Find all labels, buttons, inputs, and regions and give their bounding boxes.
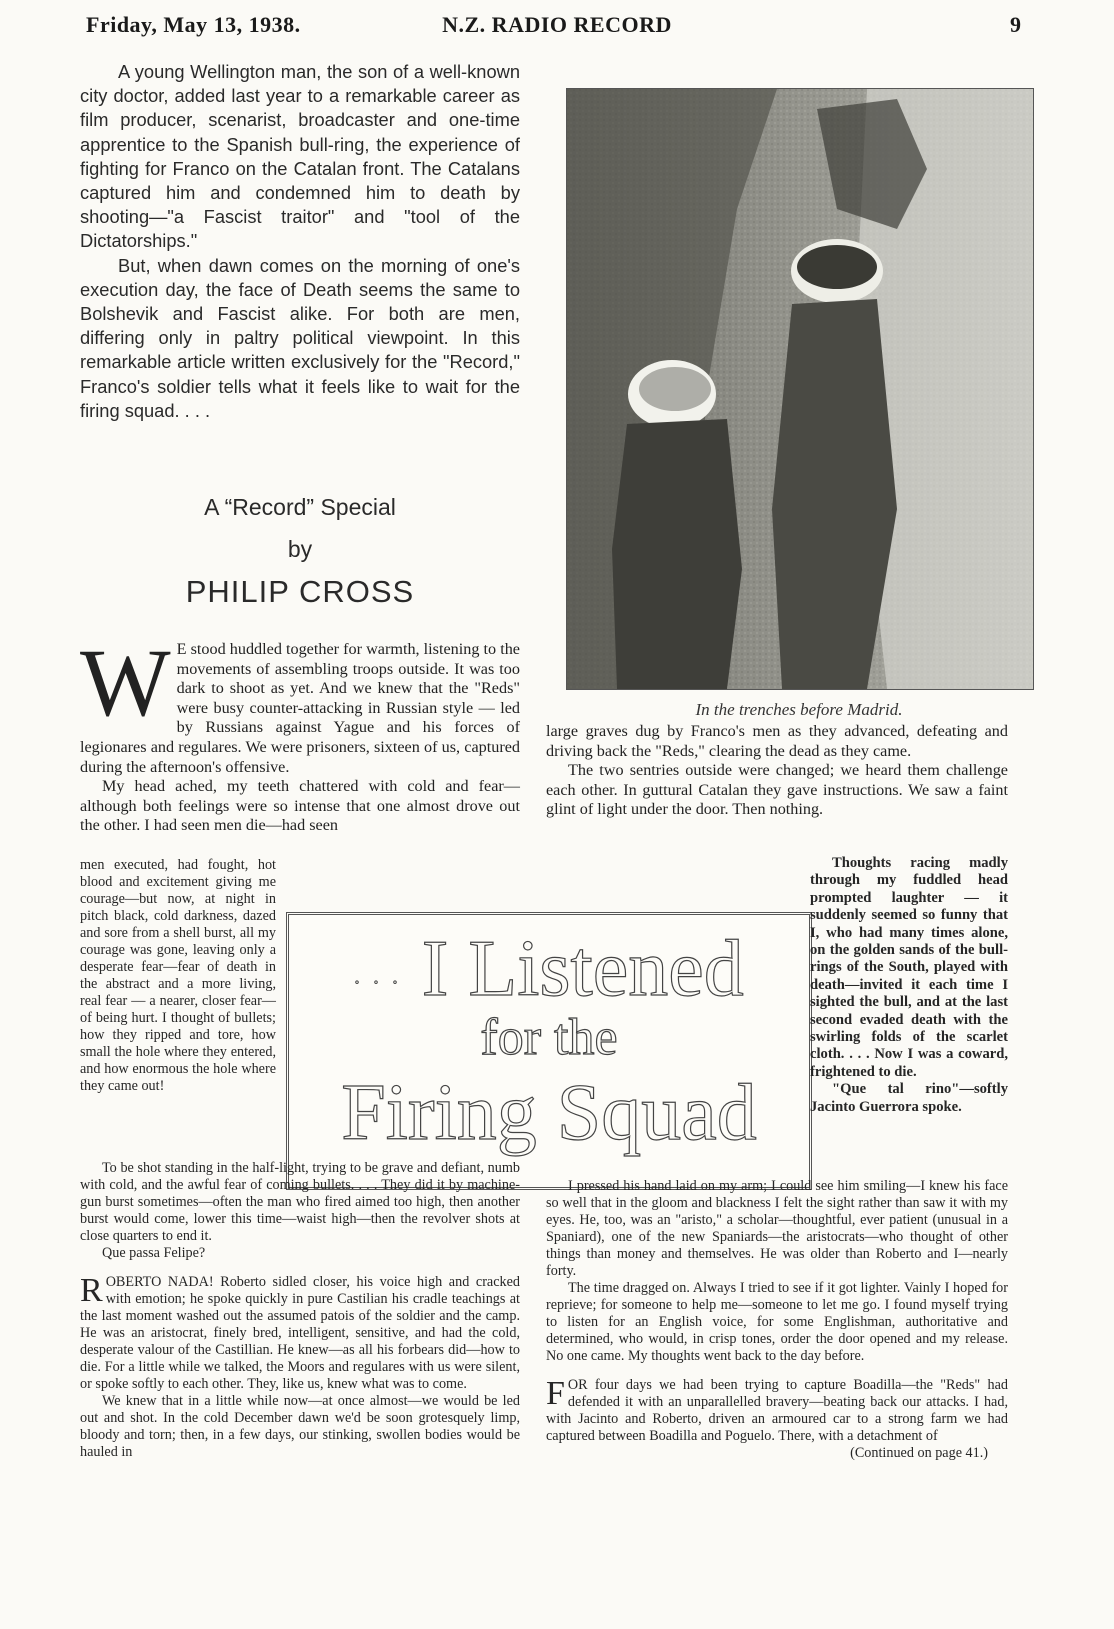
article-paragraph-4: Que passa Felipe? bbox=[102, 1245, 206, 1261]
article-paragraph-3: To be shot standing in the half-light, trying to be grave and defiant, numb with cold, and the awful fear of coming bullets. . . . They did it by machine-gun burst sometimes—often the man who fired aimed too high, then another burst would come, lower this time—waist high—then the revolver shots at close quarters to end it. bbox=[80, 1160, 520, 1244]
article-right-paragraph-4: "Que tal rino"—softly Jacinto Guerrora spoke. bbox=[810, 1081, 1008, 1115]
author-name: PHILIP CROSS bbox=[185, 574, 415, 609]
article-narrow-column-left bbox=[80, 857, 276, 1095]
trench-photo bbox=[566, 88, 1034, 690]
title-line-3: Firing Squad bbox=[341, 1069, 757, 1157]
publication-title: N.Z. RADIO RECORD bbox=[442, 12, 672, 37]
title-line-2: for the bbox=[480, 1009, 618, 1066]
article-right-paragraph-7: OR four days we had been trying to capture Boadilla—the "Reds" had defended it with an unparallelled bravery—beating back our attacks. I had, with Jacinto and Roberto, driven an armoured car to a strong farm we had captured between Boadilla and Poguelo. There, with a detachment of bbox=[546, 1377, 1008, 1444]
page-number: 9 bbox=[1010, 12, 1022, 37]
article-lower-left bbox=[80, 1160, 520, 1461]
article-paragraph-1: E stood huddled together for warmth, listening to the movements of assembling troops outside. It was too dark to shoot as yet. And we knew that the "Reds" were busy counter-attacking in Russian style — led by Russians against Yague and his forces of legionares and regulares. We were prisoners, sixteen of us, captured during the afternoon's offensive. bbox=[80, 640, 520, 776]
article-paragraph-2: My head ached, my teeth chattered with cold and fear—although both feelings were so intense that one almost drove out the other. I had seen men die—had seen bbox=[80, 777, 520, 835]
photo-caption: In the trenches before Madrid. bbox=[695, 700, 903, 719]
title-line-1: . . . I Listened bbox=[354, 925, 744, 1013]
intro-paragraph-2: But, when dawn comes on the morning of one's execution day, the face of Death seems the same to Bolshevik and Fascist alike. For both are men, differing only in paltry political viewpoint. In this remarkable article written exclusively for the "Record," Franco's soldier tells what it feels like to wait for the firing squad. . . . bbox=[80, 254, 520, 421]
article-right-paragraph-3: Thoughts racing madly through my fuddled head prompted laughter — it suddenly seemed so funny that I, who had many times alone, on the golden sands of the bull-rings of the South, played with death—invited it each time I sighted the bull, and at the last second evaded death with the swirling folds of the scarlet cloth. . . . Now I was a coward, frightened to die. bbox=[810, 855, 1008, 1080]
article-right-column-lower bbox=[546, 1178, 1008, 1462]
article-right-paragraph-2: The two sentries outside were changed; we heard them challenge each other. In guttural Catalan they gave instructions. We saw a faint glint of light under the door. Then nothing. bbox=[546, 761, 1008, 819]
trench-photo-illustration bbox=[567, 89, 1033, 689]
title-dots: . . . bbox=[354, 963, 402, 989]
drop-cap-r: R bbox=[80, 1272, 103, 1309]
article-right-column-top bbox=[546, 722, 1008, 820]
issue-date: Friday, May 13, 1938. bbox=[86, 12, 301, 37]
article-paragraph-2b: men executed, had fought, hot blood and excitement giving me courage—but now, at night in pitch black, cold darkness, dazed and sore from a shell burst, all my courage was gone, leaving only a desperate fear—fear of death in the abstract and a more living, real fear — a nearer, closer fear—of being hurt. I thought of bullets; how they ripped and tore, how small the hole where they entered, and how enormous the hole where they came out! bbox=[80, 857, 276, 1094]
article-paragraph-6: We knew that in a little while now—at once almost—we would be led out and shot. In the cold December dawn we'd be soon grotesquely limp, bloody and torn; then, in a few days, our stinking, swollen bodies would be hauled in bbox=[80, 1393, 520, 1460]
article-title-box bbox=[286, 912, 812, 1190]
article-right-paragraph-6: The time dragged on. Always I tried to see if it got lighter. Vainly I hoped for reprieve; for someone to help me—someone to let me go. I found myself trying to listen for an English voice, for some Englishman, authoritative and determined, who would, in crisp tones, order the door opened and my release. No one came. My thoughts went back to the day before. bbox=[546, 1280, 1008, 1364]
continued-note: (Continued on page 41.) bbox=[850, 1445, 988, 1461]
drop-cap-f: F bbox=[546, 1375, 565, 1412]
drop-cap-w: W bbox=[80, 629, 171, 736]
intro-standfirst bbox=[80, 60, 520, 423]
article-paragraph-5: OBERTO NADA! Roberto sidled closer, his voice high and cracked with emotion; he spoke quickly in pure Castilian his cradle teachings at the last moment washed out the assumed patois of the soldier and the camp. He was an aristocrat, finely bred, intelligent, sensitive, and had the cold, desperate valour of the Castillian. He knew—as all his forbears did—how to die. For a little while we talked, the Moors and regulares with us were silent, or spoke softly to each other. They, like us, knew what was to come. bbox=[80, 1274, 520, 1392]
article-right-paragraph-1: large graves dug by Franco's men as they advanced, defeating and driving back the "Reds," clearing the dead as they came. bbox=[546, 722, 1008, 760]
byline-by: by bbox=[287, 536, 313, 562]
intro-paragraph-1: A young Wellington man, the son of a well-known city doctor, added last year to a remarkable career as film producer, scenarist, broadcaster and one-time apprentice to the Spanish bull-ring, the experience of fighting for Franco on the Catalan front. The Catalans captured him and condemned him to death by shooting—"a Fascist traitor" and "tool of the Dictatorships." bbox=[80, 61, 520, 252]
record-special-label: A “Record” Special bbox=[204, 494, 396, 520]
article-right-paragraph-5: I pressed his hand laid on my arm; I could see him smiling—I knew his face so well that in the gloom and blackness I felt the sight rather than saw it with my eyes. He, too, was an "aristo," a scholar—thoughtful, ever patient (unusual in a Spaniard), one of the new Spaniards—the aristocrats—who thought of other things than money and themselves. He was older than Roberto and I—nearly forty. bbox=[546, 1178, 1008, 1279]
article-narrow-column-right bbox=[810, 855, 1008, 1116]
article-lead bbox=[80, 629, 520, 836]
